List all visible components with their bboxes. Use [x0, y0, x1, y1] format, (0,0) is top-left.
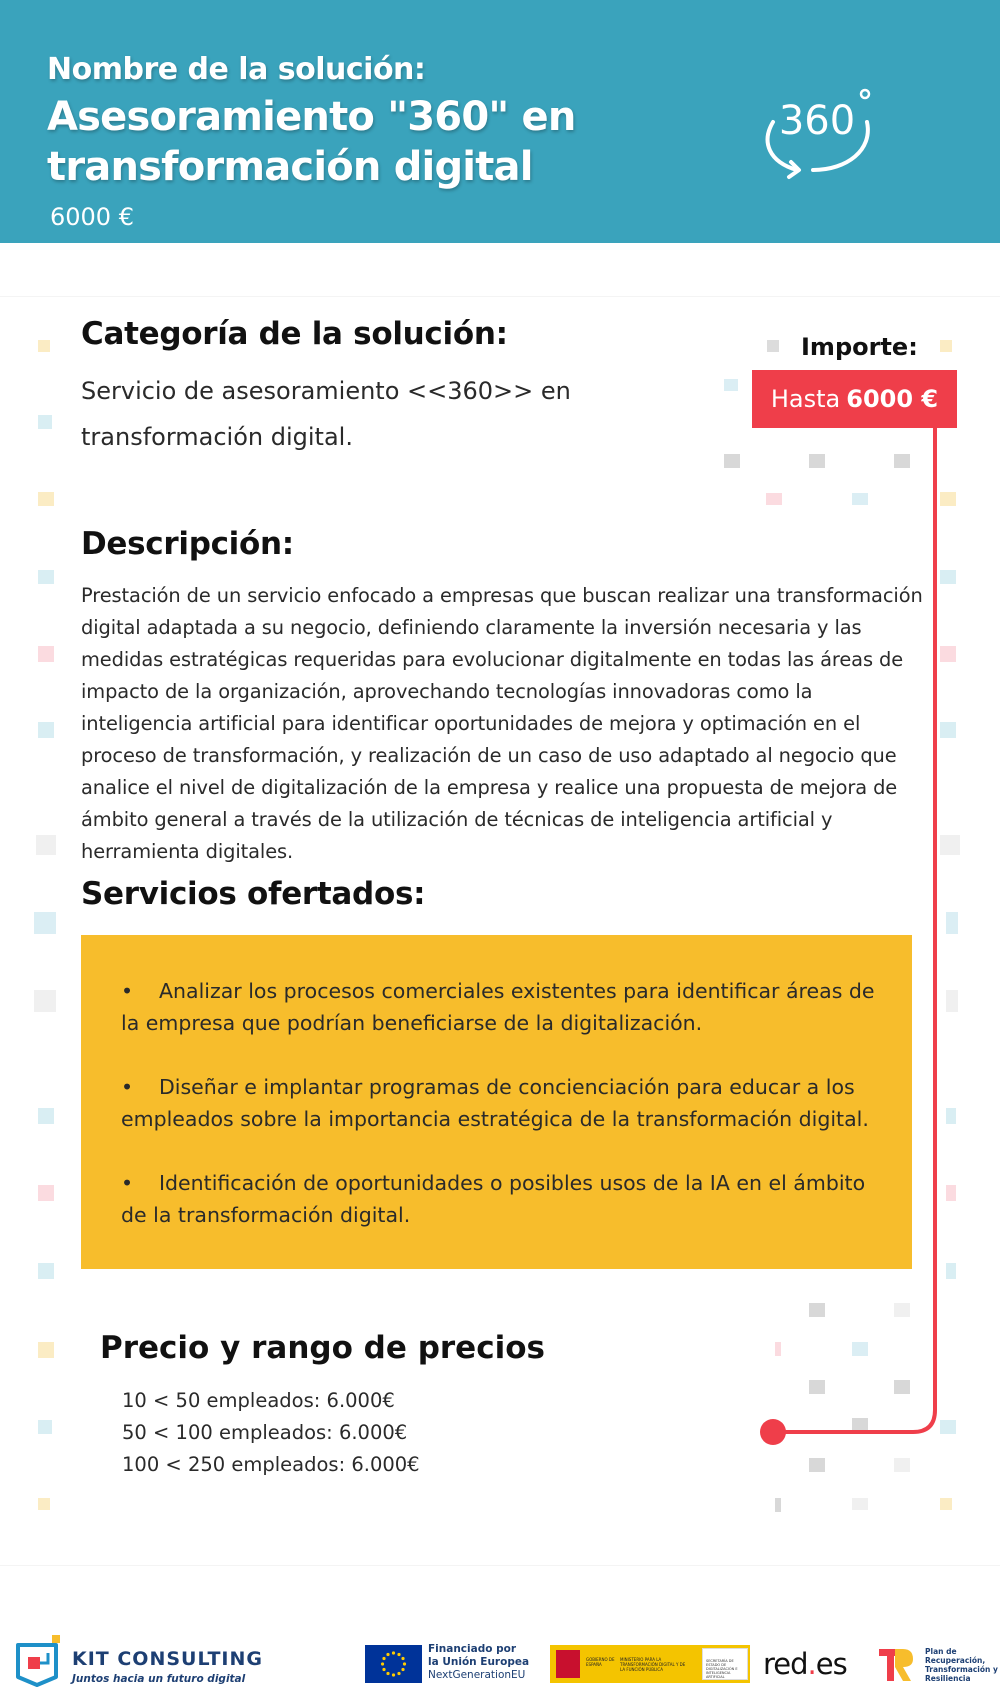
deco-square [809, 1303, 825, 1317]
deco-square [724, 379, 738, 391]
service-item-text: Diseñar e implantar programas de concienciación para educar a los empleados sobre la importancia estratégica de la transformación digital. [121, 1075, 869, 1131]
kit-consulting-tagline: Juntos hacia un futuro digital [72, 1673, 246, 1685]
deco-square [38, 722, 54, 738]
service-item-text: Analizar los procesos comerciales existentes para identificar áreas de la empresa que podrían beneficiarse de la digitalización. [121, 979, 875, 1035]
category-heading: Categoría de la solución: [81, 316, 508, 352]
deco-square [940, 646, 956, 662]
deco-square [775, 1342, 781, 1356]
deco-square [852, 1418, 868, 1432]
eu-flag-icon [365, 1645, 422, 1683]
bullet: • [121, 1171, 134, 1195]
deco-square [809, 1458, 825, 1472]
deco-square [940, 722, 956, 738]
deco-square [38, 1498, 50, 1510]
deco-square [766, 493, 782, 505]
secretaria-box [702, 1648, 748, 1680]
deco-square [809, 454, 825, 468]
eu-line-3: NextGenerationEU [428, 1669, 526, 1681]
360-icon-text: 360 [778, 98, 856, 144]
deco-square [946, 1185, 956, 1201]
deco-square [724, 454, 740, 468]
deco-square [38, 1185, 54, 1201]
category-text: Servicio de asesoramiento <<360>> en transformación digital. [81, 377, 571, 451]
deco-square [38, 415, 52, 429]
service-item-text: Identificación de oportunidades o posibles usos de la IA en el ámbito de la transformación digital. [121, 1171, 866, 1227]
deco-square [940, 1420, 956, 1434]
service-item [121, 1167, 882, 1231]
deco-square [946, 990, 958, 1012]
deco-square [894, 1380, 910, 1394]
importe-label: Importe: [801, 333, 918, 361]
description-text: Prestación de un servicio enfocado a empresas que buscan realizar una transformación digital adaptada a su negocio, definiendo claramente la inversión necesaria y las medidas estratégicas requeridas para evolucionar digitalmente en todas las áreas de impacto de la organización, aprovechando tecnologías innovadoras como la inteligencia artificial para identificar oportunidades de mejora y optimación en el proceso de transformación, y realización de un caso de uso adaptado al negocio que analice el nivel de digitalización de la empresa y realice una propuesta de mejora de ámbito general a través de la utilización de técnicas de inteligencia artificial y herramienta digitales. [81, 584, 923, 863]
deco-square [767, 340, 779, 352]
deco-square [38, 492, 54, 506]
deco-square [36, 835, 56, 855]
price-list [122, 1385, 420, 1481]
deco-square [38, 646, 54, 662]
service-item [121, 1071, 882, 1135]
deco-square [775, 1498, 781, 1512]
deco-square [852, 493, 868, 505]
deco-square [940, 492, 956, 506]
footer [0, 1625, 1000, 1705]
price-heading: Precio y rango de precios [100, 1330, 545, 1366]
deco-square [38, 1263, 54, 1279]
prtr-text: Plan de Recuperación, Transformación y Resiliencia [925, 1647, 998, 1683]
content-card [0, 296, 1000, 1566]
deco-square [38, 570, 54, 584]
solution-name-label: Nombre de la solución: [47, 52, 426, 87]
eu-line-2: la Unión Europea [428, 1656, 530, 1668]
bullet: • [121, 1075, 134, 1099]
eu-funding-text [428, 1643, 529, 1682]
importe-prefix: Hasta [770, 385, 841, 413]
services-heading: Servicios ofertados: [81, 876, 426, 912]
spain-shield-icon [556, 1650, 580, 1678]
eu-line-1: Financiado por [428, 1643, 517, 1655]
360-rotation-icon [755, 82, 880, 182]
redes-logo [763, 1647, 847, 1681]
deco-square [38, 340, 50, 352]
deco-square [894, 1303, 910, 1317]
importe-badge [752, 370, 957, 428]
secretaria-text: SECRETARÍA DE ESTADO DE DIGITALIZACIÓN E INTELIGENCIA ARTIFICIAL [706, 1659, 738, 1679]
redes-text-a: red [763, 1647, 808, 1681]
deco-square [940, 1498, 952, 1510]
solution-title: Asesoramiento "360" en transformación digital [47, 94, 576, 190]
deco-square [38, 1420, 52, 1434]
price-item: 100 < 250 empleados: 6.000€ [122, 1453, 420, 1476]
gobierno-espana-logo [550, 1645, 750, 1683]
bullet: • [121, 979, 134, 1003]
kit-consulting-logo-icon [12, 1633, 64, 1693]
kit-consulting-name: KIT CONSULTING [72, 1648, 263, 1670]
redes-text-b: es [815, 1647, 847, 1681]
deco-square [852, 1498, 868, 1510]
service-item [121, 975, 882, 1039]
deco-square [894, 1458, 910, 1472]
deco-square [894, 454, 910, 468]
redes-dot: . [807, 1647, 816, 1681]
description-heading: Descripción: [81, 526, 294, 562]
prtr-logo-icon [875, 1643, 915, 1687]
deco-square [852, 1342, 868, 1356]
deco-square [946, 1263, 956, 1279]
deco-square [946, 1108, 956, 1124]
deco-square [809, 1380, 825, 1394]
services-box [81, 935, 912, 1269]
deco-square [940, 835, 960, 855]
deco-square [34, 990, 56, 1012]
deco-square [34, 912, 56, 934]
header-price: 6000 € [50, 203, 134, 231]
ministerio-text: MINISTERIO PARA LA TRANSFORMACIÓN DIGITAL Y DE LA FUNCIÓN PÚBLICA [620, 1657, 686, 1672]
price-item: 50 < 100 empleados: 6.000€ [122, 1421, 408, 1444]
deco-square [940, 570, 956, 584]
deco-square [940, 340, 952, 352]
deco-square [38, 1108, 54, 1124]
price-item: 10 < 50 empleados: 6.000€ [122, 1389, 395, 1412]
deco-square [38, 1342, 54, 1358]
deco-square [946, 912, 958, 934]
gobierno-text: GOBIERNO DE ESPAÑA [586, 1657, 615, 1667]
importe-amount: 6000 € [846, 385, 939, 413]
header-banner [0, 0, 1000, 243]
